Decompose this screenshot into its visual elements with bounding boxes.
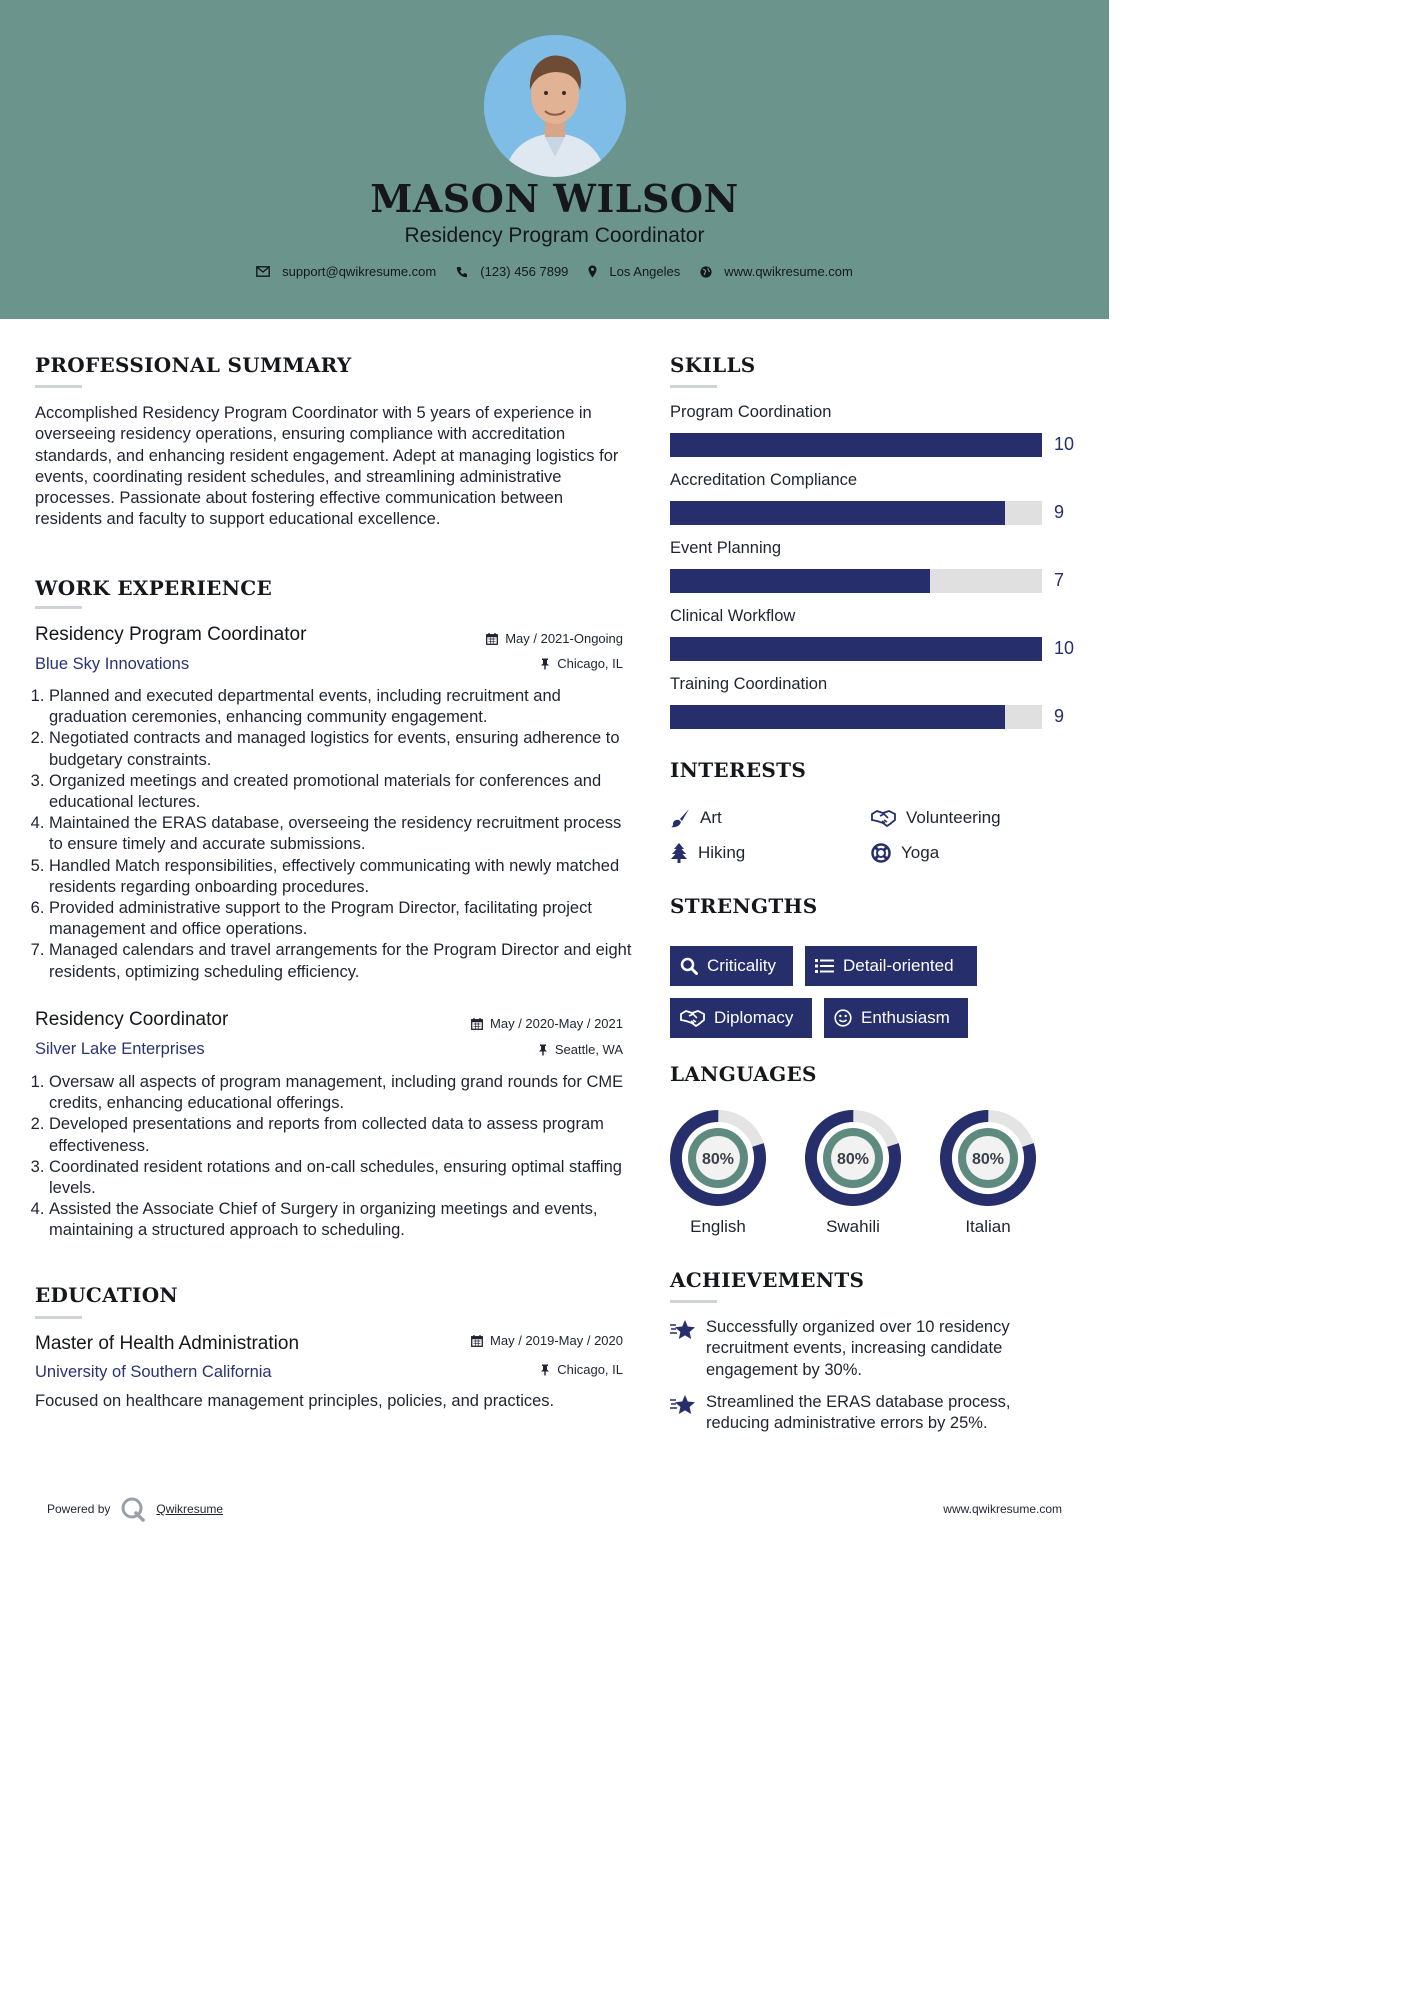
- qwikresume-link[interactable]: Qwikresume: [156, 1502, 224, 1516]
- achievement-item: [670, 1317, 1070, 1381]
- job-location-text: Seattle, WA: [554, 1042, 623, 1057]
- list-item: 3. Organized meetings and created promotional materials for conferences and educational lectures.: [49, 771, 634, 813]
- job-company: Blue Sky Innovations: [35, 655, 190, 673]
- powered-by: [47, 1496, 223, 1522]
- lifebuoy-icon: [871, 843, 891, 863]
- strength-label: Detail-oriented: [843, 956, 954, 975]
- job-dates-text: May / 2021-Ongoing: [505, 631, 623, 646]
- summary-heading-rule: [35, 385, 82, 388]
- skills-heading: SKILLS: [670, 353, 756, 377]
- interest-label: Yoga: [901, 843, 940, 862]
- skill-bar-fill: [670, 569, 930, 593]
- star-achievement-icon: [670, 1394, 696, 1416]
- achievements-heading-rule: [670, 1300, 717, 1303]
- interest-yoga: [871, 843, 939, 863]
- job-company: Silver Lake Enterprises: [35, 1040, 205, 1058]
- list-item: 2. Negotiated contracts and managed logistics for events, ensuring adherence to budgetary constraints.: [49, 728, 634, 770]
- languages-heading: LANGUAGES: [670, 1062, 817, 1086]
- strength-tag-criticality: [670, 946, 793, 986]
- pushpin-icon: [538, 1044, 548, 1056]
- contact-location-text: Los Angeles: [609, 264, 681, 279]
- contact-bar: [0, 264, 1109, 279]
- education-description: Focused on healthcare management principles, policies, and practices.: [35, 1392, 555, 1410]
- skill-bar-fill: [670, 705, 1005, 729]
- language-ring: [805, 1110, 901, 1206]
- globe-icon: [700, 266, 712, 278]
- skill-label: Accreditation Compliance: [670, 471, 858, 489]
- strength-label: Enthusiasm: [861, 1008, 950, 1027]
- skill-value: 10: [1054, 638, 1075, 658]
- interests-heading: INTERESTS: [670, 758, 807, 782]
- language-percent: 80%: [701, 1151, 735, 1168]
- calendar-icon: [486, 633, 498, 645]
- skill-bar-track: [670, 501, 1042, 525]
- list-item: 5. Handled Match responsibilities, effectively communicating with newly matched residents regarding onboarding procedures.: [49, 856, 634, 898]
- skill-bar-track: [670, 705, 1042, 729]
- achievement-text: Streamlined the ERAS database process, reducing administrative errors by 25%.: [706, 1393, 1011, 1433]
- skill-value: 7: [1054, 570, 1065, 590]
- interest-volunteering: [871, 808, 1001, 828]
- list-item: 4. Maintained the ERAS database, overseeing the residency recruitment process to ensure timely and accurate submissions.: [49, 813, 634, 855]
- language-percent: 80%: [971, 1151, 1005, 1168]
- skill-value: 9: [1054, 502, 1065, 522]
- job-bullets: [35, 686, 634, 983]
- summary-heading: PROFESSIONAL SUMMARY: [35, 353, 352, 377]
- map-pin-icon: [588, 265, 597, 278]
- handshake-icon: [680, 1009, 705, 1027]
- strength-label: Criticality: [707, 956, 776, 975]
- strength-tag-diplomacy: [670, 998, 812, 1038]
- interest-label: Art: [700, 808, 722, 827]
- achievements-heading: ACHIEVEMENTS: [670, 1268, 865, 1292]
- language-name: Swahili: [826, 1217, 880, 1236]
- powered-by-label: Powered by: [47, 1502, 111, 1516]
- handshake-icon: [871, 809, 896, 827]
- list-item: 3. Coordinated resident rotations and on-call schedules, ensuring optimal staffing levels.: [49, 1157, 634, 1199]
- list-item: 6. Provided administrative support to the Program Director, facilitating project management and office operations.: [49, 898, 634, 940]
- list-item: 1. Planned and executed departmental events, including recruitment and graduation ceremonies, enhancing community engagement.: [49, 686, 634, 728]
- list-item: 2. Developed presentations and reports from collected data to assess program effectiveness.: [49, 1114, 634, 1156]
- phone-icon: [456, 266, 468, 278]
- achievement-item: [670, 1392, 1070, 1435]
- contact-website[interactable]: [700, 264, 853, 279]
- contact-phone[interactable]: [456, 264, 568, 279]
- achievement-text: Successfully organized over 10 residency recruitment events, increasing candidate engagement by 30%.: [706, 1318, 1010, 1379]
- education-dates: [400, 1333, 623, 1348]
- interest-hiking: [670, 843, 745, 863]
- job-dates: [400, 1016, 623, 1031]
- skill-value: 9: [1054, 706, 1065, 726]
- avatar-portrait-image: [484, 35, 626, 177]
- list-icon: [815, 958, 834, 974]
- skill-label: Event Planning: [670, 539, 781, 557]
- smile-icon: [834, 1009, 852, 1027]
- contact-phone-text: (123) 456 7899: [480, 264, 569, 279]
- search-icon: [680, 957, 698, 975]
- contact-website-text: www.qwikresume.com: [724, 264, 853, 279]
- candidate-name: MASON WILSON: [370, 176, 739, 221]
- language-percent: 80%: [836, 1151, 870, 1168]
- skill-value: 10: [1054, 434, 1075, 454]
- pushpin-icon: [540, 1364, 550, 1376]
- language-ring: [940, 1110, 1036, 1206]
- job-title: Residency Program Coordinator: [35, 624, 307, 645]
- star-achievement-icon: [670, 1319, 696, 1341]
- contact-email-text: support@qwikresume.com: [282, 264, 437, 279]
- language-name: English: [690, 1217, 746, 1236]
- education-heading-rule: [35, 1316, 82, 1319]
- strength-tag-detail-oriented: [805, 946, 977, 986]
- contact-location: [588, 264, 680, 279]
- strength-label: Diplomacy: [714, 1008, 794, 1027]
- education-dates-text: May / 2019-May / 2020: [490, 1333, 623, 1348]
- candidate-title: Residency Program Coordinator: [404, 224, 705, 247]
- strength-tag-enthusiasm: [824, 998, 968, 1038]
- interest-art: [670, 808, 722, 828]
- job-bullets: [35, 1072, 634, 1242]
- header-banner: [0, 0, 1109, 319]
- list-item: 4. Assisted the Associate Chief of Surgery in organizing meetings and events, maintaining a structured approach to scheduling.: [49, 1199, 634, 1241]
- education-heading: EDUCATION: [35, 1283, 179, 1307]
- list-item: 1. Oversaw all aspects of program management, including grand rounds for CME credits, enhancing educational offerings.: [49, 1072, 634, 1114]
- job-dates-text: May / 2020-May / 2021: [490, 1016, 623, 1031]
- skill-bar-fill: [670, 501, 1005, 525]
- footer-website[interactable]: www.qwikresume.com: [943, 1502, 1062, 1516]
- interest-label: Hiking: [698, 843, 746, 862]
- skill-bar-fill: [670, 433, 1042, 457]
- avatar: [484, 35, 626, 177]
- paintbrush-icon: [670, 808, 690, 828]
- language-ring: [670, 1110, 766, 1206]
- language-name: Italian: [965, 1217, 1011, 1236]
- interest-label: Volunteering: [906, 808, 1001, 827]
- skill-bar-track: [670, 637, 1042, 661]
- calendar-icon: [471, 1335, 483, 1347]
- list-item: 7. Managed calendars and travel arrangements for the Program Director and eight residents, optimizing scheduling efficiency.: [49, 940, 634, 982]
- job-title: Residency Coordinator: [35, 1009, 229, 1030]
- experience-heading: WORK EXPERIENCE: [35, 576, 273, 600]
- skill-bar-track: [670, 569, 1042, 593]
- tree-icon: [670, 843, 688, 863]
- degree-title: Master of Health Administration: [35, 1333, 300, 1354]
- job-location: [400, 1042, 623, 1057]
- experience-heading-rule: [35, 606, 82, 609]
- summary-text: Accomplished Residency Program Coordinator with 5 years of experience in overseeing residency operations, ensuring compliance with accreditation standards, and enhancing resident engagement. Adept at managing logistics for events, coordinating resident schedules, and streamlining administrative processes. Passionate about fostering effective communication between residents and faculty to support educational excellence.: [35, 404, 619, 529]
- pushpin-icon: [540, 658, 550, 670]
- calendar-icon: [471, 1018, 483, 1030]
- contact-email[interactable]: [256, 264, 436, 279]
- job-location-text: Chicago, IL: [557, 656, 623, 671]
- strengths-heading: STRENGTHS: [670, 894, 818, 918]
- education-location: [400, 1362, 623, 1377]
- job-location: [400, 656, 623, 671]
- skill-label: Program Coordination: [670, 403, 832, 421]
- skill-bar-fill: [670, 637, 1042, 661]
- school-name: University of Southern California: [35, 1363, 272, 1381]
- education-location-text: Chicago, IL: [557, 1362, 623, 1377]
- job-dates: [400, 631, 623, 646]
- envelope-icon: [256, 266, 270, 277]
- skill-label: Training Coordination: [670, 675, 828, 693]
- skill-bar-track: [670, 433, 1042, 457]
- qwikresume-logo-icon: [120, 1496, 146, 1522]
- skills-heading-rule: [670, 385, 717, 388]
- skill-label: Clinical Workflow: [670, 607, 796, 625]
